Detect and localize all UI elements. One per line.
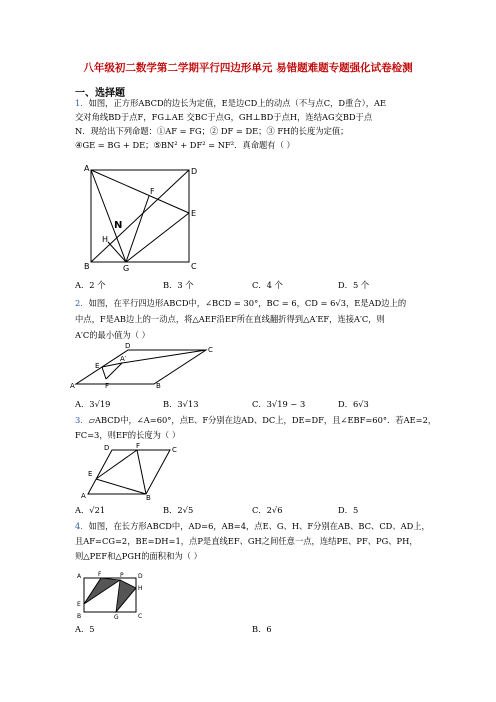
q1-label-f: F (150, 187, 155, 196)
q4-label-c: C (138, 613, 143, 620)
q2-line-ac (122, 350, 206, 363)
q1-label-b: B (84, 262, 90, 271)
q1-label-h: H (102, 235, 109, 244)
q1-line-fg (126, 196, 149, 262)
q1-option-b: B．3 个 (163, 280, 194, 290)
q2-line-3: A′C的最小值为（ ） (75, 330, 150, 340)
q4-figure (76, 570, 146, 620)
q1-figure (83, 162, 199, 272)
q3-label-d: D (104, 444, 110, 452)
q1-line-ae (91, 170, 189, 213)
q4-option-b: B．6 (252, 624, 272, 634)
q2-option-b: B．3√13 (163, 399, 199, 409)
q1-label-e: E (191, 209, 197, 218)
q3-line-fb (137, 450, 146, 494)
q3-line-1: 3．▱ABCD中，∠A=60°，点E、F分别在边AD、DC上，DE=DF，且∠EBF=60°．若AE=2， (75, 415, 437, 425)
q2-option-a: A．3√19 (75, 399, 111, 409)
q4-option-a: A．5 (75, 624, 95, 634)
q4-label-a: A (77, 573, 82, 580)
q4-label-d: D (138, 573, 143, 580)
q1-line-4: ④GE = BG + DE；⑤BN² + DF² = NF²．真命题有（ ） (75, 140, 295, 150)
q1-line-2: 交对角线BD于点F，FG⊥AE 交BC于点G，GH⊥BD于点H，连结AG交BD于点 (75, 112, 373, 122)
q3-option-b: B．2√5 (163, 505, 194, 515)
q3-option-d: D．5 (338, 505, 359, 515)
q3-figure (80, 442, 188, 500)
q4-label-g: G (114, 614, 119, 620)
q1-line-gh (108, 242, 126, 262)
q4-label-b: B (77, 613, 82, 620)
q4-line-2: 且AF=CG=2，BE=DH=1，点P是直线EF、GH之间任意一点，连结PE、PF、PG、PH， (75, 536, 418, 546)
q1-label-d: D (191, 167, 198, 176)
q1-option-c: C．4 个 (252, 280, 283, 290)
q3-line-2: FC=3，则EF的长度为（ ） (75, 430, 181, 440)
q3-label-a: A (81, 492, 86, 500)
q2-figure (70, 342, 218, 390)
q1-line-3: N．现给出下列命题：①AF = FG；② DF = DE；③ FH的长度为定值； (75, 126, 349, 136)
q3-number: 3． (75, 415, 89, 425)
q4-triangle-pgh (116, 580, 136, 612)
page-title: 八年级初二数学第二学期平行四边形单元 易错题难题专题强化试卷检测 (83, 62, 413, 74)
q1-diagonal-bd (91, 170, 189, 262)
q3-label-c: C (172, 446, 177, 454)
q3-line-eb (96, 479, 146, 494)
q1-line-1: 1．如图，正方形ABCD的边长为定值，E是边CD上的动点（不与点C，D重合），AE (75, 98, 387, 108)
section-heading: 一、选择题 (75, 88, 125, 99)
q4-label-e: E (77, 601, 81, 608)
q2-label-a-prime: A′ (120, 355, 127, 363)
q2-label-f: F (105, 382, 110, 390)
q2-number: 2． (75, 298, 89, 308)
q4-label-h: H (138, 585, 143, 592)
q4-number: 4． (75, 521, 89, 531)
q4-line-3: 则△PEF和△PGH的面积和为（ ） (75, 551, 202, 561)
q1-option-a: A．2 个 (75, 280, 106, 290)
q2-label-e: E (95, 362, 100, 370)
q1-number: 1． (75, 98, 89, 108)
q4-label-f: F (98, 571, 102, 578)
q2-line-1: 2．如图，在平行四边形ABCD中，∠BCD = 30°，BC = 6，CD = 6√3，E是AD边上的 (75, 298, 407, 308)
q1-option-d: D．5 个 (338, 280, 370, 290)
q4-triangle-pef (84, 578, 120, 604)
q2-option-c: C．3√19 − 3 (252, 399, 306, 409)
q4-label-p: P (120, 572, 124, 579)
q3-label-f: F (136, 442, 141, 450)
q1-label-c: C (191, 262, 197, 271)
q3-label-b: B (146, 494, 151, 500)
q1-label-a: A (84, 164, 90, 173)
q1-label-g: G (123, 264, 130, 272)
q2-label-b: B (156, 382, 161, 390)
q2-line-2: 中点，F是AB边上的一动点，将△AEF沿EF所在直线翻折得到△A′EF，连接A′C，则 (75, 314, 385, 324)
q2-label-c: C (208, 346, 213, 354)
q3-line-ef (96, 450, 137, 479)
q3-option-a: A．√21 (75, 505, 106, 515)
q3-parallelogram (88, 450, 170, 494)
q4-line-1: 4．如图，在长方形ABCD中，AD=6，AB=4，点E、G、H、F分别在AB、BC、CD、AD上， (75, 521, 430, 531)
q2-option-d: D．6√3 (338, 399, 369, 409)
q2-line-ef (102, 367, 106, 379)
q1-label-n: N (114, 220, 123, 231)
q3-option-c: C．2√6 (252, 505, 283, 515)
q2-label-a: A (70, 382, 75, 390)
q3-label-e: E (88, 470, 93, 478)
q2-label-d: D (125, 342, 131, 350)
q1-line-ag (91, 170, 126, 262)
